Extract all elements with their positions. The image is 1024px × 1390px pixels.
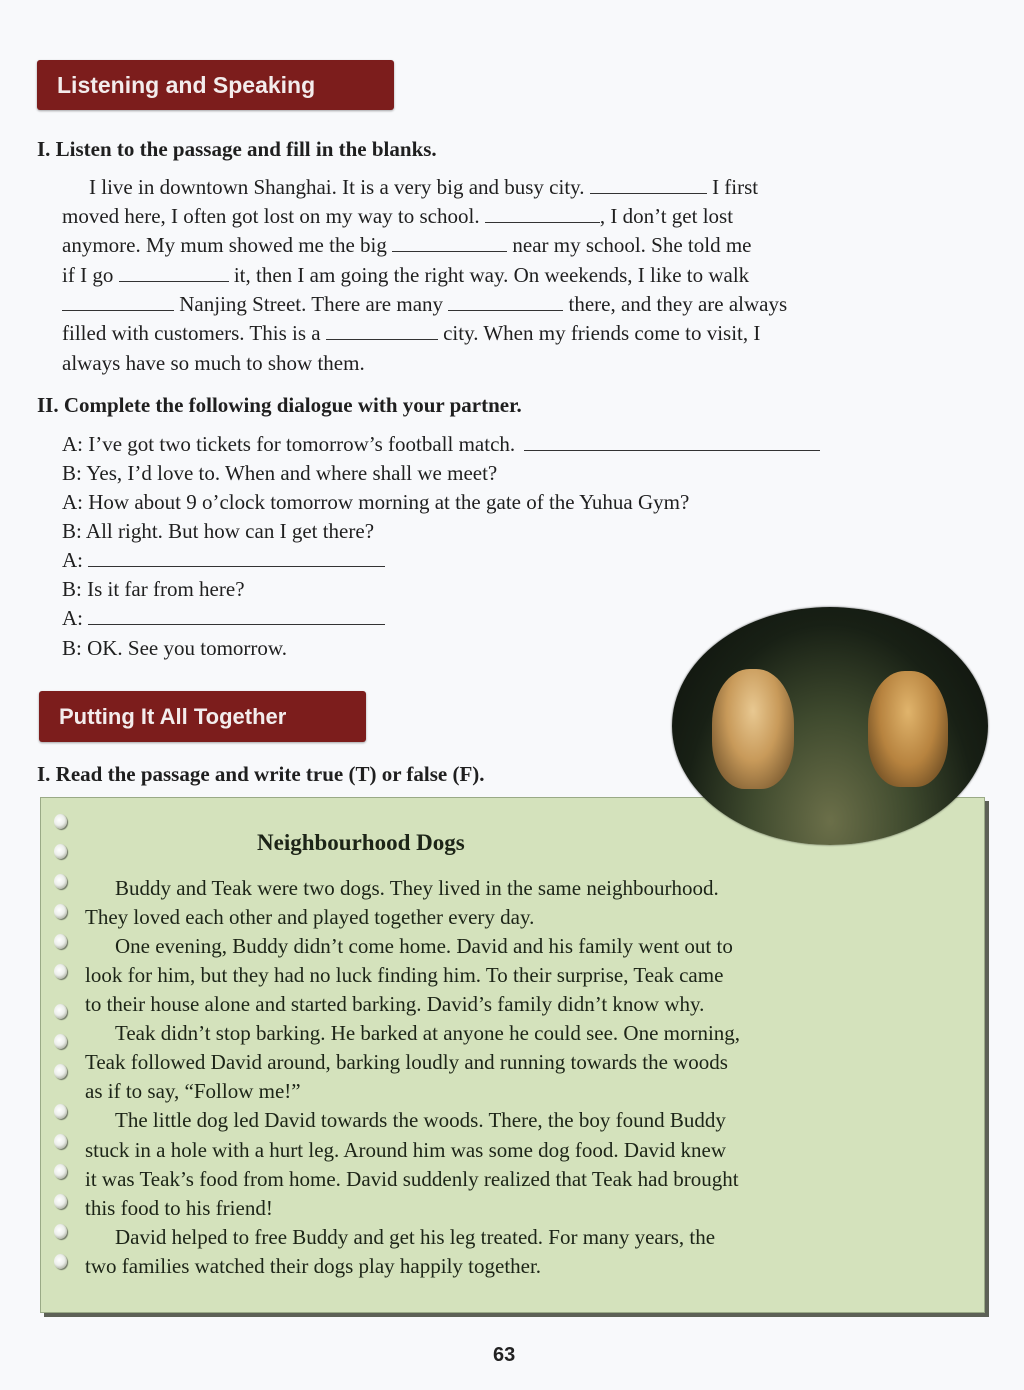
passage-text: I live in downtown Shanghai. It is a very big and busy city. (89, 175, 585, 199)
dialogue-blank-2[interactable] (88, 548, 385, 567)
passage-line (62, 263, 749, 288)
ring-hole-icon (54, 934, 67, 949)
passage-text: always have so much to show them. (62, 351, 365, 375)
story-line: two families watched their dogs play happily together. (85, 1254, 542, 1278)
passage-text: anymore. My mum showed me the big (62, 233, 387, 257)
passage-text: city. When my friends come to visit, I (443, 321, 761, 345)
passage-line (62, 292, 787, 317)
story-line: Teak followed David around, barking loudly and running towards the woods (85, 1050, 728, 1074)
page-number: 63 (493, 1344, 516, 1366)
ring-hole-icon (54, 964, 67, 979)
dialogue-text: A: (62, 606, 83, 630)
puppy-left (712, 669, 794, 789)
ring-hole-icon (54, 1164, 67, 1179)
story-line: They loved each other and played together every day. (85, 905, 535, 929)
ring-hole-icon (54, 1224, 67, 1239)
ring-hole-icon (54, 904, 67, 919)
passage-text: near my school. She told me (512, 233, 752, 257)
dialogue-text: A: I’ve got two tickets for tomorrow’s football match. (62, 432, 516, 456)
passage-line (62, 204, 733, 229)
dialogue-line: B: Yes, I’d love to. When and where shall we meet? (62, 461, 498, 485)
puppies-photo (672, 607, 988, 845)
section-banner-listening-speaking: Listening and Speaking (37, 60, 394, 110)
story-line: it was Teak’s food from home. David suddenly realized that Teak had brought (85, 1167, 739, 1191)
story-line: The little dog led David towards the woods. There, the boy found Buddy (115, 1108, 726, 1132)
dialogue-line: B: Is it far from here? (62, 577, 245, 601)
passage-line (89, 175, 758, 200)
ring-hole-icon (54, 1194, 67, 1209)
part-ii-heading: II. Complete the following dialogue with your partner. (37, 393, 522, 417)
dialogue-line (62, 432, 820, 457)
blank-5[interactable] (62, 292, 174, 311)
passage-text: if I go (62, 263, 114, 287)
blank-6[interactable] (448, 292, 563, 311)
dialogue-blank-1[interactable] (524, 432, 820, 451)
passage-text: Nanjing Street. There are many (179, 292, 444, 316)
part-i-heading: I. Listen to the passage and fill in the blanks. (37, 137, 437, 161)
part-i-read-heading: I. Read the passage and write true (T) or false (F). (37, 762, 485, 786)
story-notebook-box (40, 797, 985, 1313)
ring-hole-icon (54, 844, 67, 859)
story-line: David helped to free Buddy and get his leg treated. For many years, the (115, 1225, 716, 1249)
blank-7[interactable] (326, 321, 438, 340)
passage-text: moved here, I often got lost on my way to school. (62, 204, 480, 228)
ring-hole-icon (54, 1254, 67, 1269)
story-line: stuck in a hole with a hurt leg. Around him was some dog food. David knew (85, 1138, 726, 1162)
story-line: this food to his friend! (85, 1196, 273, 1220)
ring-hole-icon (54, 1064, 67, 1079)
passage-text: filled with customers. This is a (62, 321, 321, 345)
passage-line (62, 321, 760, 346)
blank-2[interactable] (485, 204, 600, 223)
passage-line (62, 351, 365, 376)
blank-1[interactable] (590, 175, 707, 194)
ring-hole-icon (54, 1134, 67, 1149)
passage-text: I first (712, 175, 759, 199)
passage-text: there, and they are always (568, 292, 788, 316)
ring-hole-icon (54, 874, 67, 889)
dialogue-text: A: (62, 548, 83, 572)
dialogue-line (62, 548, 385, 573)
story-title: Neighbourhood Dogs (257, 830, 465, 855)
dialogue-line (62, 606, 385, 631)
puppy-right (868, 671, 948, 787)
story-line: as if to say, “Follow me!” (85, 1079, 301, 1103)
dialogue-line: B: OK. See you tomorrow. (62, 636, 287, 660)
dialogue-blank-3[interactable] (88, 606, 385, 625)
ring-hole-icon (54, 1004, 67, 1019)
passage-text: it, then I am going the right way. On weekends, I like to walk (233, 263, 750, 287)
blank-3[interactable] (392, 233, 507, 252)
blank-4[interactable] (119, 263, 229, 282)
story-line: Buddy and Teak were two dogs. They lived in the same neighbourhood. (115, 876, 719, 900)
ring-hole-icon (54, 814, 67, 829)
section-banner-putting-together: Putting It All Together (39, 691, 366, 742)
ring-hole-icon (54, 1034, 67, 1049)
story-line: look for him, but they had no luck finding him. To their surprise, Teak came (85, 963, 724, 987)
passage-line (62, 233, 752, 258)
story-line: Teak didn’t stop barking. He barked at anyone he could see. One morning, (115, 1021, 741, 1045)
story-line: to their house alone and started barking. David’s family didn’t know why. (85, 992, 705, 1016)
dialogue-line: A: How about 9 o’clock tomorrow morning at the gate of the Yuhua Gym? (62, 490, 690, 514)
story-line: One evening, Buddy didn’t come home. David and his family went out to (115, 934, 733, 958)
ring-hole-icon (54, 1104, 67, 1119)
passage-text: , I don’t get lost (599, 204, 734, 228)
dialogue-line: B: All right. But how can I get there? (62, 519, 375, 543)
